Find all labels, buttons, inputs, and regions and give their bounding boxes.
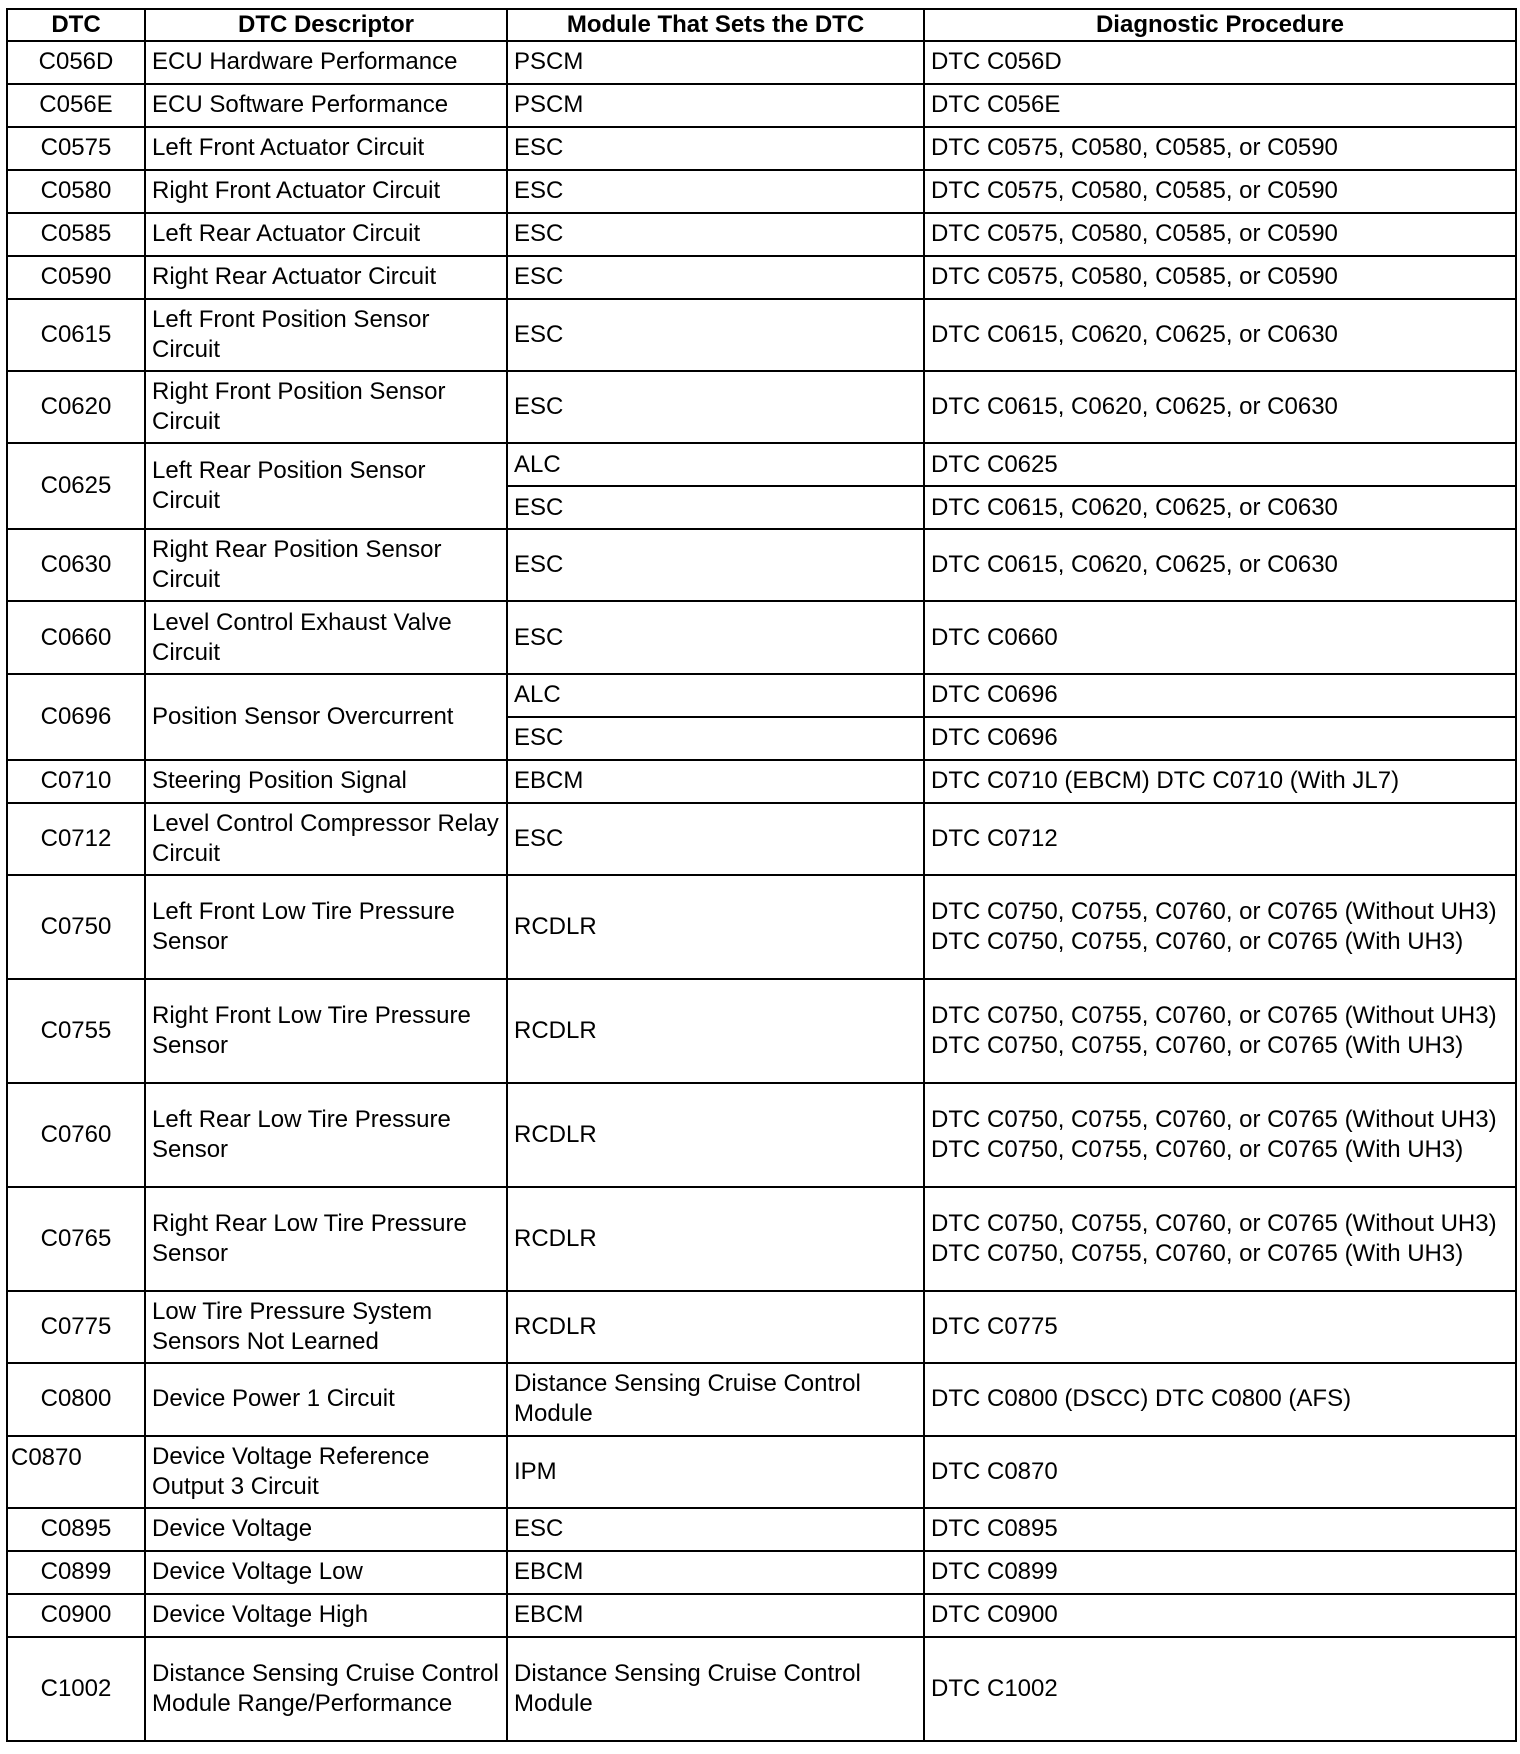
module-cell: RCDLR xyxy=(507,1187,924,1291)
header-procedure: Diagnostic Procedure xyxy=(924,9,1516,41)
dtc-code-cell: C056E xyxy=(7,84,145,127)
table-row xyxy=(7,601,1516,673)
dtc-descriptor-cell: Level Control Exhaust Valve Circuit xyxy=(145,601,507,673)
dtc-code-cell: C0712 xyxy=(7,803,145,875)
dtc-code-cell: C1002 xyxy=(7,1637,145,1741)
diagnostic-procedure-cell: DTC C0615, C0620, C0625, or C0630 xyxy=(924,371,1516,443)
dtc-descriptor-cell: Distance Sensing Cruise Control Module Range/Performance xyxy=(145,1637,507,1741)
dtc-descriptor-cell: Position Sensor Overcurrent xyxy=(145,674,507,760)
dtc-code-cell: C0895 xyxy=(7,1508,145,1551)
diagnostic-procedure-cell: DTC C0575, C0580, C0585, or C0590 xyxy=(924,256,1516,299)
module-cell: ESC xyxy=(507,1508,924,1551)
dtc-code-cell: C0755 xyxy=(7,979,145,1083)
diagnostic-procedure-cell: DTC C1002 xyxy=(924,1637,1516,1741)
table-row xyxy=(7,1363,1516,1435)
dtc-code-cell: C0696 xyxy=(7,674,145,760)
dtc-code-cell: C0800 xyxy=(7,1363,145,1435)
dtc-descriptor-cell: Steering Position Signal xyxy=(145,760,507,803)
table-row xyxy=(7,1594,1516,1637)
diagnostic-procedure-cell: DTC C0660 xyxy=(924,601,1516,673)
table-row xyxy=(7,1436,1516,1508)
dtc-code-cell: C0765 xyxy=(7,1187,145,1291)
table-row xyxy=(7,1508,1516,1551)
table-row xyxy=(7,875,1516,979)
module-cell: ESC xyxy=(507,127,924,170)
module-cell: IPM xyxy=(507,1436,924,1508)
dtc-code-cell: C0660 xyxy=(7,601,145,673)
dtc-descriptor-cell: Left Rear Low Tire Pressure Sensor xyxy=(145,1083,507,1187)
module-cell: ESC xyxy=(507,803,924,875)
module-cell: ESC xyxy=(507,256,924,299)
dtc-descriptor-cell: Right Rear Actuator Circuit xyxy=(145,256,507,299)
module-cell: RCDLR xyxy=(507,1083,924,1187)
dtc-descriptor-cell: Left Rear Position Sensor Circuit xyxy=(145,443,507,529)
dtc-code-cell: C0750 xyxy=(7,875,145,979)
header-module: Module That Sets the DTC xyxy=(507,9,924,41)
diagnostic-procedure-cell: DTC C0750, C0755, C0760, or C0765 (Without UH3) DTC C0750, C0755, C0760, or C0765 (With UH3) xyxy=(924,979,1516,1083)
module-cell: ALC xyxy=(507,443,924,486)
module-cell: ESC xyxy=(507,213,924,256)
dtc-descriptor-cell: Left Front Low Tire Pressure Sensor xyxy=(145,875,507,979)
dtc-descriptor-cell: Low Tire Pressure System Sensors Not Learned xyxy=(145,1291,507,1363)
diagnostic-procedure-cell: DTC C0895 xyxy=(924,1508,1516,1551)
dtc-descriptor-cell: Right Front Position Sensor Circuit xyxy=(145,371,507,443)
dtc-descriptor-cell: Device Voltage Low xyxy=(145,1551,507,1594)
table-row xyxy=(7,371,1516,443)
diagnostic-procedure-cell: DTC C0575, C0580, C0585, or C0590 xyxy=(924,170,1516,213)
module-cell: ESC xyxy=(507,371,924,443)
diagnostic-procedure-cell: DTC C056D xyxy=(924,41,1516,84)
module-cell: RCDLR xyxy=(507,1291,924,1363)
diagnostic-procedure-cell: DTC C0870 xyxy=(924,1436,1516,1508)
table-row xyxy=(7,127,1516,170)
table-row xyxy=(7,1187,1516,1291)
table-row xyxy=(7,674,1516,717)
module-cell: Distance Sensing Cruise Control Module xyxy=(507,1637,924,1741)
diagnostic-procedure-cell: DTC C0615, C0620, C0625, or C0630 xyxy=(924,486,1516,529)
module-cell: ESC xyxy=(507,601,924,673)
table-row xyxy=(7,1551,1516,1594)
dtc-code-cell: C0590 xyxy=(7,256,145,299)
module-cell: EBCM xyxy=(507,1551,924,1594)
table-row xyxy=(7,443,1516,486)
diagnostic-procedure-cell: DTC C0800 (DSCC) DTC C0800 (AFS) xyxy=(924,1363,1516,1435)
module-cell: RCDLR xyxy=(507,875,924,979)
table-row xyxy=(7,213,1516,256)
dtc-descriptor-cell: Right Front Low Tire Pressure Sensor xyxy=(145,979,507,1083)
table-row xyxy=(7,299,1516,371)
dtc-code-cell: C0870 xyxy=(7,1436,145,1508)
dtc-table xyxy=(6,8,1517,1742)
module-cell: ESC xyxy=(507,486,924,529)
dtc-code-cell: C0775 xyxy=(7,1291,145,1363)
module-cell: PSCM xyxy=(507,84,924,127)
table-row xyxy=(7,256,1516,299)
diagnostic-procedure-cell: DTC C0615, C0620, C0625, or C0630 xyxy=(924,299,1516,371)
module-cell: RCDLR xyxy=(507,979,924,1083)
dtc-descriptor-cell: Right Rear Low Tire Pressure Sensor xyxy=(145,1187,507,1291)
table-row xyxy=(7,41,1516,84)
module-cell: ESC xyxy=(507,170,924,213)
dtc-code-cell: C0630 xyxy=(7,529,145,601)
header-dtc: DTC xyxy=(7,9,145,41)
dtc-code-cell: C0575 xyxy=(7,127,145,170)
dtc-descriptor-cell: Left Front Position Sensor Circuit xyxy=(145,299,507,371)
table-header-row xyxy=(7,9,1516,41)
table-row xyxy=(7,803,1516,875)
module-cell: Distance Sensing Cruise Control Module xyxy=(507,1363,924,1435)
diagnostic-procedure-cell: DTC C0750, C0755, C0760, or C0765 (Without UH3) DTC C0750, C0755, C0760, or C0765 (With UH3) xyxy=(924,1083,1516,1187)
dtc-code-cell: C0710 xyxy=(7,760,145,803)
table-row xyxy=(7,1637,1516,1741)
diagnostic-procedure-cell: DTC C0712 xyxy=(924,803,1516,875)
module-cell: EBCM xyxy=(507,1594,924,1637)
dtc-descriptor-cell: Device Voltage High xyxy=(145,1594,507,1637)
dtc-code-cell: C0620 xyxy=(7,371,145,443)
table-row xyxy=(7,979,1516,1083)
diagnostic-procedure-cell: DTC C0575, C0580, C0585, or C0590 xyxy=(924,213,1516,256)
dtc-code-cell: C0615 xyxy=(7,299,145,371)
table-row xyxy=(7,84,1516,127)
module-cell: ALC xyxy=(507,674,924,717)
dtc-code-cell: C0585 xyxy=(7,213,145,256)
dtc-descriptor-cell: Right Front Actuator Circuit xyxy=(145,170,507,213)
module-cell: ESC xyxy=(507,299,924,371)
dtc-code-cell: C0580 xyxy=(7,170,145,213)
diagnostic-procedure-cell: DTC C056E xyxy=(924,84,1516,127)
diagnostic-procedure-cell: DTC C0710 (EBCM) DTC C0710 (With JL7) xyxy=(924,760,1516,803)
module-cell: ESC xyxy=(507,529,924,601)
dtc-descriptor-cell: Device Voltage xyxy=(145,1508,507,1551)
dtc-descriptor-cell: Left Rear Actuator Circuit xyxy=(145,213,507,256)
dtc-descriptor-cell: ECU Software Performance xyxy=(145,84,507,127)
table-row xyxy=(7,1291,1516,1363)
diagnostic-procedure-cell: DTC C0750, C0755, C0760, or C0765 (Without UH3) DTC C0750, C0755, C0760, or C0765 (With UH3) xyxy=(924,875,1516,979)
dtc-descriptor-cell: Level Control Compressor Relay Circuit xyxy=(145,803,507,875)
diagnostic-procedure-cell: DTC C0615, C0620, C0625, or C0630 xyxy=(924,529,1516,601)
diagnostic-procedure-cell: DTC C0625 xyxy=(924,443,1516,486)
dtc-descriptor-cell: Device Voltage Reference Output 3 Circuit xyxy=(145,1436,507,1508)
table-row xyxy=(7,1083,1516,1187)
dtc-code-cell: C0625 xyxy=(7,443,145,529)
dtc-descriptor-cell: Right Rear Position Sensor Circuit xyxy=(145,529,507,601)
diagnostic-procedure-cell: DTC C0696 xyxy=(924,674,1516,717)
dtc-code-cell: C0760 xyxy=(7,1083,145,1187)
diagnostic-procedure-cell: DTC C0575, C0580, C0585, or C0590 xyxy=(924,127,1516,170)
dtc-descriptor-cell: Left Front Actuator Circuit xyxy=(145,127,507,170)
diagnostic-procedure-cell: DTC C0775 xyxy=(924,1291,1516,1363)
table-row xyxy=(7,760,1516,803)
module-cell: PSCM xyxy=(507,41,924,84)
dtc-descriptor-cell: ECU Hardware Performance xyxy=(145,41,507,84)
dtc-code-cell: C0899 xyxy=(7,1551,145,1594)
table-body xyxy=(7,41,1516,1741)
dtc-code-cell: C056D xyxy=(7,41,145,84)
dtc-code-cell: C0900 xyxy=(7,1594,145,1637)
diagnostic-procedure-cell: DTC C0750, C0755, C0760, or C0765 (Without UH3) DTC C0750, C0755, C0760, or C0765 (With UH3) xyxy=(924,1187,1516,1291)
diagnostic-procedure-cell: DTC C0899 xyxy=(924,1551,1516,1594)
module-cell: EBCM xyxy=(507,760,924,803)
dtc-descriptor-cell: Device Power 1 Circuit xyxy=(145,1363,507,1435)
header-descriptor: DTC Descriptor xyxy=(145,9,507,41)
module-cell: ESC xyxy=(507,717,924,760)
diagnostic-procedure-cell: DTC C0900 xyxy=(924,1594,1516,1637)
diagnostic-procedure-cell: DTC C0696 xyxy=(924,717,1516,760)
table-row xyxy=(7,170,1516,213)
table-row xyxy=(7,529,1516,601)
